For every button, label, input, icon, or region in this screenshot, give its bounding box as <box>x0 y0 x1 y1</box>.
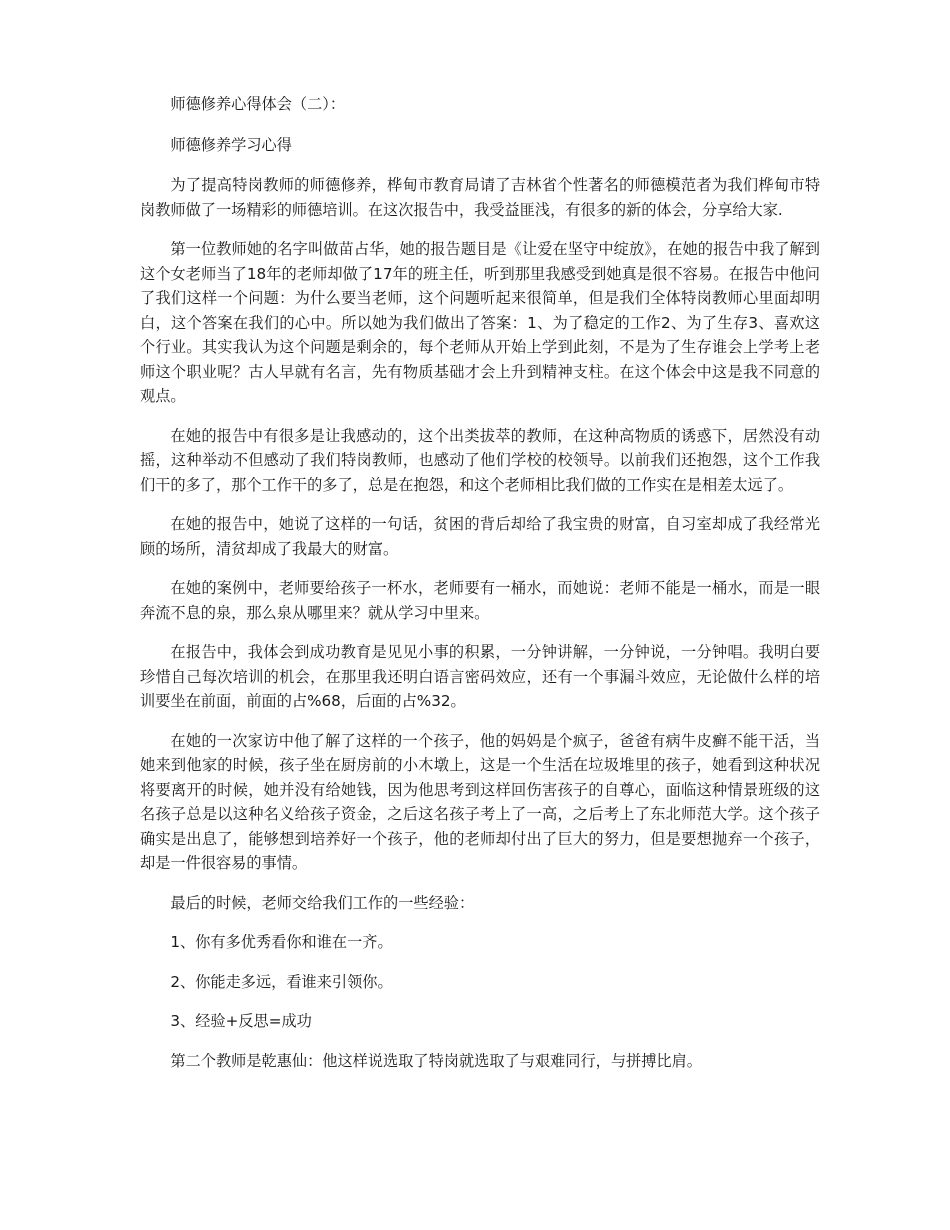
list-item-2: 2、你能走多远，看谁来引领你。 <box>170 972 393 991</box>
paragraph-experience-intro: 最后的时候，老师交给我们工作的一些经验： <box>170 893 475 912</box>
paragraph-intro: 为了提高特岗教师的师德修养，桦甸市教育局请了吉林省个性著名的师德模范者为我们桦甸市特岗教师做了一场精彩的师德培训。在这次报告中，我受益匪浅，有很多的新的体会，分享给大家. <box>140 176 820 219</box>
paragraph-quote: 在她的报告中，她说了这样的一句话，贫困的背后却给了我宝贵的财富，自习室却成了我经常光顾的场所，清贫却成了我最大的财富。 <box>140 515 820 558</box>
document-body <box>140 92 820 1088</box>
paragraph-home-visit: 在她的一次家访中他了解了这样的一个孩子，他的妈妈是个疯子，爸爸有病牛皮癣不能干活，当她来到他家的时候，孩子坐在厨房前的小木墩上，这是一个生活在垃圾堆里的孩子，她看到这种状况将要离开的时候，她并没有给她钱，因为他思考到这样回伤害孩子的自尊心，面临这种情景班级的这名孩子总是以这种名义给孩子资金，之后这名孩子考上了一高，之后考上了东北师范大学。这个孩子确实是出息了，能够想到培养好一个孩子，他的老师却付出了巨大的努力，但是要想抛弃一个孩子，却是一件很容易的事情。 <box>140 731 820 872</box>
document-title: 师德修养心得体会（二）： <box>170 95 346 113</box>
paragraph-first-teacher: 第一位教师她的名字叫做苗占华，她的报告题目是《让爱在坚守中绽放》，在她的报告中我了解到这个女老师当了18年的老师却做了17年的班主任，听到那里我感受到她真是很不容易。在报告中他问了我们这样一个问题：为什么要当老师，这个问题听起来很简单，但是我们全体特岗教师心里面却明白，这个答案在我们的心中。所以她为我们做出了答案：1、为了稳定的工作2、为了生存3、喜欢这个行业。其实我认为这个问题是剩余的，每个老师从开始上学到此刻，不是为了生存谁会上学考上老师这个职业呢？古人早就有名言，先有物质基础才会上升到精神支柱。在这个体会中这是我不同意的观点。 <box>140 240 820 405</box>
paragraph-success: 在报告中，我体会到成功教育是见见小事的积累，一分钟讲解，一分钟说，一分钟唱。我明白要珍惜自己每次培训的机会，在那里我还明白语言密码效应，还有一个事漏斗效应，无论做什么样的培训要坐在前面，前面的占%68，后面的占%32。 <box>140 643 820 710</box>
list-item-3: 3、经验+反思=成功 <box>170 1012 312 1030</box>
paragraph-second-teacher: 第二个教师是乾惠仙：他这样说选取了特岗就选取了与艰难同行，与拼搏比肩。 <box>170 1051 702 1070</box>
list-item-1: 1、你有多优秀看你和谁在一齐。 <box>170 933 393 951</box>
document-subtitle: 师德修养学习心得 <box>170 135 292 154</box>
paragraph-moved: 在她的报告中有很多是让我感动的，这个出类拔萃的教师，在这种高物质的诱惑下，居然没有动摇，这种举动不但感动了我们特岗教师，也感动了他们学校的校领导。以前我们还抱怨，这个工作我们干的多了，那个工作干的多了，总是在抱怨，和这个老师相比我们做的工作实在是相差太远了。 <box>140 426 820 494</box>
paragraph-water: 在她的案例中，老师要给孩子一杯水，老师要有一桶水，而她说：老师不能是一桶水，而是一眼奔流不息的泉，那么泉从哪里来？就从学习中里来。 <box>140 579 820 622</box>
